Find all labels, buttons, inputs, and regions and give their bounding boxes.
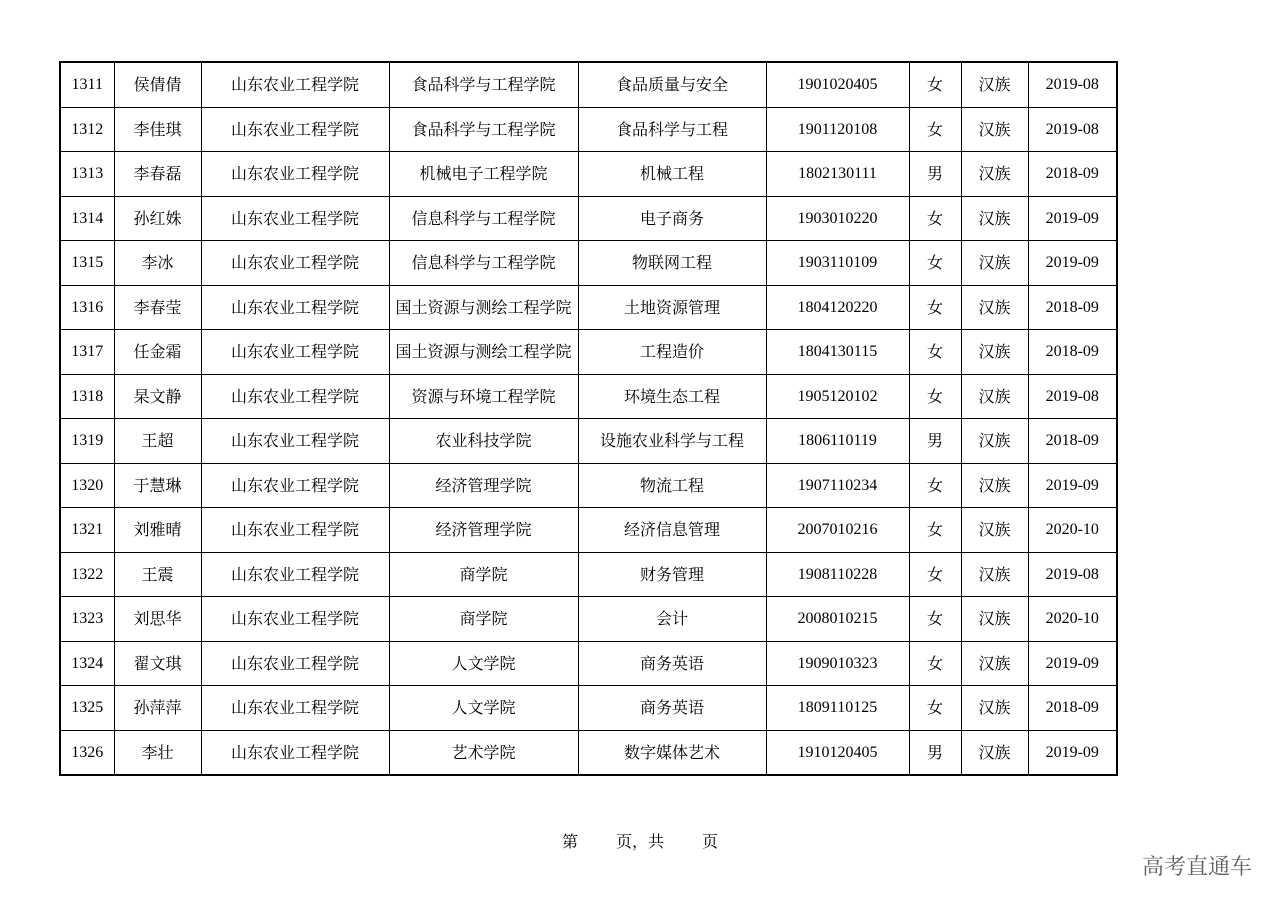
student-id-cell: 1909010323	[766, 641, 909, 686]
enroll-date-cell: 2019-08	[1028, 552, 1117, 597]
enroll-date-cell: 2019-08	[1028, 107, 1117, 152]
student-id-cell: 1910120405	[766, 730, 909, 775]
name-cell: 孙萍萍	[114, 686, 201, 731]
seq-cell: 1321	[60, 508, 114, 553]
student-id-cell: 1908110228	[766, 552, 909, 597]
seq-cell: 1316	[60, 285, 114, 330]
school-cell: 山东农业工程学院	[201, 508, 389, 553]
footer-page-end-label: 页	[702, 832, 719, 851]
seq-cell: 1317	[60, 330, 114, 375]
major-cell: 电子商务	[578, 196, 766, 241]
name-cell: 李佳琪	[114, 107, 201, 152]
enroll-date-cell: 2019-09	[1028, 641, 1117, 686]
enroll-date-cell: 2018-09	[1028, 686, 1117, 731]
ethnicity-cell: 汉族	[961, 152, 1028, 197]
college-cell: 人文学院	[389, 641, 578, 686]
college-cell: 信息科学与工程学院	[389, 196, 578, 241]
name-cell: 刘思华	[114, 597, 201, 642]
ethnicity-cell: 汉族	[961, 463, 1028, 508]
major-cell: 食品质量与安全	[578, 62, 766, 107]
enroll-date-cell: 2019-08	[1028, 62, 1117, 107]
ethnicity-cell: 汉族	[961, 419, 1028, 464]
school-cell: 山东农业工程学院	[201, 62, 389, 107]
enroll-date-cell: 2019-09	[1028, 463, 1117, 508]
school-cell: 山东农业工程学院	[201, 241, 389, 286]
table-row	[60, 62, 1117, 107]
gender-cell: 女	[909, 463, 961, 508]
student-id-cell: 2008010215	[766, 597, 909, 642]
gender-cell: 女	[909, 374, 961, 419]
college-cell: 艺术学院	[389, 730, 578, 775]
footer-pages-label: 页，共	[615, 832, 664, 851]
student-id-cell: 1806110119	[766, 419, 909, 464]
name-cell: 于慧琳	[114, 463, 201, 508]
ethnicity-cell: 汉族	[961, 552, 1028, 597]
ethnicity-cell: 汉族	[961, 330, 1028, 375]
ethnicity-cell: 汉族	[961, 62, 1028, 107]
college-cell: 信息科学与工程学院	[389, 241, 578, 286]
gender-cell: 女	[909, 107, 961, 152]
seq-cell: 1323	[60, 597, 114, 642]
name-cell: 任金霜	[114, 330, 201, 375]
enroll-date-cell: 2018-09	[1028, 152, 1117, 197]
school-cell: 山东农业工程学院	[201, 285, 389, 330]
enroll-date-cell: 2019-09	[1028, 196, 1117, 241]
name-cell: 刘雅晴	[114, 508, 201, 553]
table-row	[60, 330, 1117, 375]
seq-cell: 1319	[60, 419, 114, 464]
major-cell: 物联网工程	[578, 241, 766, 286]
table-row	[60, 196, 1117, 241]
gender-cell: 女	[909, 508, 961, 553]
gender-cell: 女	[909, 241, 961, 286]
major-cell: 财务管理	[578, 552, 766, 597]
gender-cell: 女	[909, 330, 961, 375]
gender-cell: 女	[909, 62, 961, 107]
seq-cell: 1311	[60, 62, 114, 107]
school-cell: 山东农业工程学院	[201, 419, 389, 464]
major-cell: 会计	[578, 597, 766, 642]
name-cell: 李春磊	[114, 152, 201, 197]
gender-cell: 女	[909, 641, 961, 686]
ethnicity-cell: 汉族	[961, 597, 1028, 642]
name-cell: 王震	[114, 552, 201, 597]
school-cell: 山东农业工程学院	[201, 107, 389, 152]
student-id-cell: 1903010220	[766, 196, 909, 241]
table-row	[60, 641, 1117, 686]
name-cell: 孙红姝	[114, 196, 201, 241]
seq-cell: 1320	[60, 463, 114, 508]
gender-cell: 男	[909, 152, 961, 197]
college-cell: 食品科学与工程学院	[389, 62, 578, 107]
school-cell: 山东农业工程学院	[201, 463, 389, 508]
name-cell: 王超	[114, 419, 201, 464]
school-cell: 山东农业工程学院	[201, 730, 389, 775]
major-cell: 商务英语	[578, 641, 766, 686]
ethnicity-cell: 汉族	[961, 374, 1028, 419]
college-cell: 经济管理学院	[389, 508, 578, 553]
seq-cell: 1324	[60, 641, 114, 686]
seq-cell: 1315	[60, 241, 114, 286]
ethnicity-cell: 汉族	[961, 641, 1028, 686]
student-id-cell: 1809110125	[766, 686, 909, 731]
gender-cell: 女	[909, 552, 961, 597]
major-cell: 工程造价	[578, 330, 766, 375]
school-cell: 山东农业工程学院	[201, 152, 389, 197]
seq-cell: 1325	[60, 686, 114, 731]
student-id-cell: 1907110234	[766, 463, 909, 508]
name-cell: 杲文静	[114, 374, 201, 419]
major-cell: 土地资源管理	[578, 285, 766, 330]
table-row	[60, 419, 1117, 464]
school-cell: 山东农业工程学院	[201, 196, 389, 241]
student-id-cell: 1901020405	[766, 62, 909, 107]
seq-cell: 1314	[60, 196, 114, 241]
student-id-cell: 1804130115	[766, 330, 909, 375]
enroll-date-cell: 2019-09	[1028, 241, 1117, 286]
table-row	[60, 730, 1117, 775]
major-cell: 环境生态工程	[578, 374, 766, 419]
major-cell: 数字媒体艺术	[578, 730, 766, 775]
student-id-cell: 1903110109	[766, 241, 909, 286]
school-cell: 山东农业工程学院	[201, 374, 389, 419]
college-cell: 食品科学与工程学院	[389, 107, 578, 152]
table-row	[60, 552, 1117, 597]
school-cell: 山东农业工程学院	[201, 330, 389, 375]
seq-cell: 1318	[60, 374, 114, 419]
enroll-date-cell: 2020-10	[1028, 508, 1117, 553]
school-cell: 山东农业工程学院	[201, 686, 389, 731]
college-cell: 国土资源与测绘工程学院	[389, 285, 578, 330]
ethnicity-cell: 汉族	[961, 285, 1028, 330]
student-id-cell: 2007010216	[766, 508, 909, 553]
name-cell: 李春莹	[114, 285, 201, 330]
table-row	[60, 107, 1117, 152]
enroll-date-cell: 2019-08	[1028, 374, 1117, 419]
school-cell: 山东农业工程学院	[201, 552, 389, 597]
ethnicity-cell: 汉族	[961, 686, 1028, 731]
name-cell: 李壮	[114, 730, 201, 775]
name-cell: 翟文琪	[114, 641, 201, 686]
footer-page-label: 第	[561, 832, 578, 851]
ethnicity-cell: 汉族	[961, 508, 1028, 553]
college-cell: 机械电子工程学院	[389, 152, 578, 197]
college-cell: 人文学院	[389, 686, 578, 731]
table-row	[60, 285, 1117, 330]
table-row	[60, 152, 1117, 197]
college-cell: 商学院	[389, 597, 578, 642]
college-cell: 商学院	[389, 552, 578, 597]
page-footer	[0, 829, 1280, 852]
gender-cell: 女	[909, 196, 961, 241]
school-cell: 山东农业工程学院	[201, 597, 389, 642]
college-cell: 国土资源与测绘工程学院	[389, 330, 578, 375]
college-cell: 农业科技学院	[389, 419, 578, 464]
gender-cell: 女	[909, 686, 961, 731]
student-id-cell: 1901120108	[766, 107, 909, 152]
seq-cell: 1313	[60, 152, 114, 197]
ethnicity-cell: 汉族	[961, 196, 1028, 241]
student-id-cell: 1802130111	[766, 152, 909, 197]
major-cell: 商务英语	[578, 686, 766, 731]
ethnicity-cell: 汉族	[961, 241, 1028, 286]
enroll-date-cell: 2018-09	[1028, 330, 1117, 375]
gender-cell: 男	[909, 730, 961, 775]
enroll-date-cell: 2020-10	[1028, 597, 1117, 642]
major-cell: 设施农业科学与工程	[578, 419, 766, 464]
college-cell: 经济管理学院	[389, 463, 578, 508]
ethnicity-cell: 汉族	[961, 730, 1028, 775]
gender-cell: 男	[909, 419, 961, 464]
student-id-cell: 1905120102	[766, 374, 909, 419]
enroll-date-cell: 2019-09	[1028, 730, 1117, 775]
name-cell: 侯倩倩	[114, 62, 201, 107]
enroll-date-cell: 2018-09	[1028, 419, 1117, 464]
table-row	[60, 508, 1117, 553]
name-cell: 李冰	[114, 241, 201, 286]
ethnicity-cell: 汉族	[961, 107, 1028, 152]
seq-cell: 1312	[60, 107, 114, 152]
table-row	[60, 597, 1117, 642]
roster-table-body	[60, 62, 1117, 775]
major-cell: 机械工程	[578, 152, 766, 197]
major-cell: 经济信息管理	[578, 508, 766, 553]
seq-cell: 1326	[60, 730, 114, 775]
table-row	[60, 686, 1117, 731]
student-id-cell: 1804120220	[766, 285, 909, 330]
table-row	[60, 374, 1117, 419]
table-row	[60, 241, 1117, 286]
school-cell: 山东农业工程学院	[201, 641, 389, 686]
college-cell: 资源与环境工程学院	[389, 374, 578, 419]
major-cell: 物流工程	[578, 463, 766, 508]
seq-cell: 1322	[60, 552, 114, 597]
gender-cell: 女	[909, 597, 961, 642]
major-cell: 食品科学与工程	[578, 107, 766, 152]
table-row	[60, 463, 1117, 508]
roster-table	[59, 61, 1118, 776]
watermark-text: 高考直通车	[1141, 855, 1252, 880]
gender-cell: 女	[909, 285, 961, 330]
enroll-date-cell: 2018-09	[1028, 285, 1117, 330]
